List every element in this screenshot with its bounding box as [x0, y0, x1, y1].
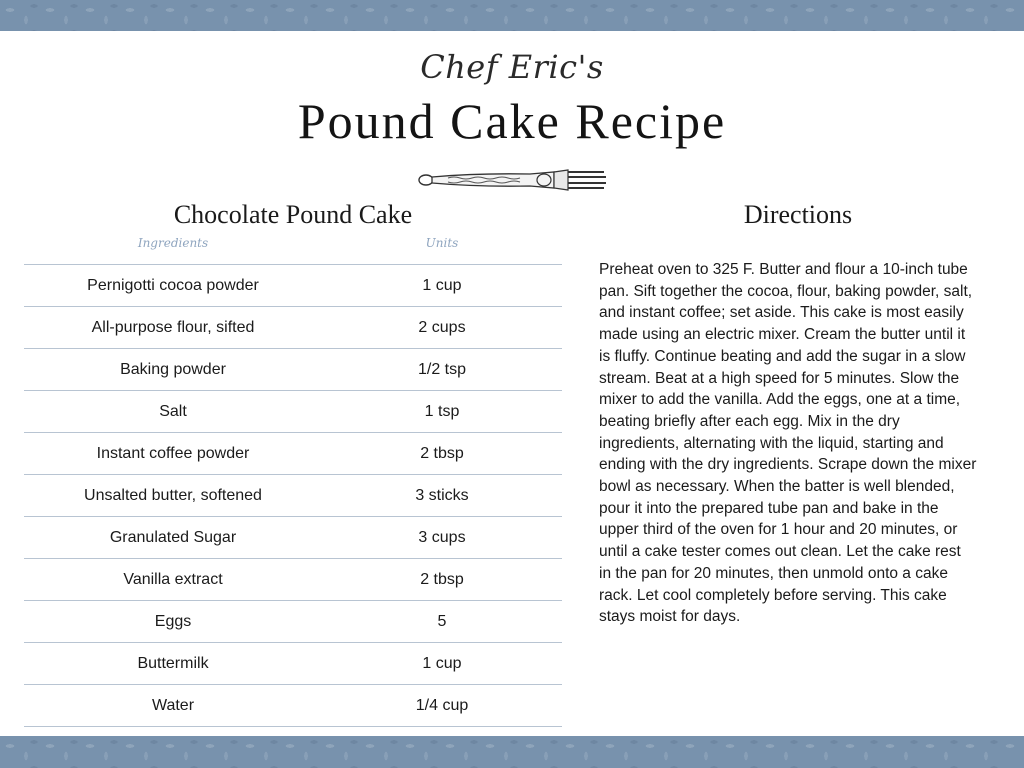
ingredient-unit: 1 tsp: [424, 402, 460, 420]
table-row: [24, 643, 562, 685]
ingredients-heading: Chocolate Pound Cake: [173, 200, 413, 229]
ingredient-name: Vanilla extract: [123, 570, 223, 588]
ingredient-unit: 1/2 tsp: [417, 360, 467, 378]
ingredient-unit: 2 cups: [418, 318, 466, 336]
page-title: Pound Cake Recipe: [297, 93, 727, 149]
ingredient-name: Instant coffee powder: [96, 444, 250, 462]
directions-text: Preheat oven to 325 F. Butter and flour a 10-inch tube pan. Sift together the cocoa, flour, baking powder, salt, and instant coffee; set aside. This cake is most easily made using an electric mixer. Cream the butter until it is fluffy. Continue beating and add the sugar in a slow stream. Beat at a high speed for 5 minutes. Slow the mixer to add the vanilla. Add the eggs, one at a time, beating briefly after each egg. Mix in the dry ingredients, alternating with the liquid, starting and ending with the dry ingredients. Scrape down the mixer bowl as necessary. When the batter is well blended, pour it into the prepared tube pan and bake in the upper third of the oven for 1 hour and 20 minutes, or until a cake tester comes out clean. Let the cake rest in the pan for 20 minutes, then unmold onto a cake rack. Let cool completely before serving. This cake stays moist for days.: [599, 261, 977, 626]
bottom-decorative-band: [0, 736, 1024, 768]
chef-name: Chef Eric's: [420, 48, 604, 86]
ingredient-name: Buttermilk: [137, 654, 209, 672]
ingredient-unit: 1/4 cup: [415, 696, 469, 714]
top-decorative-band: [0, 0, 1024, 31]
ingredient-name: Unsalted butter, softened: [84, 486, 262, 504]
ingredient-unit: 3 sticks: [415, 486, 469, 504]
ingredient-name: Water: [151, 696, 195, 714]
ingredient-unit: 3 cups: [418, 528, 466, 546]
table-row: [24, 475, 562, 517]
ingredients-column-header: Ingredients: [137, 236, 209, 250]
table-row: [24, 349, 562, 391]
table-row: [24, 265, 562, 307]
ingredient-name: Salt: [159, 402, 187, 420]
ingredient-name: All-purpose flour, sifted: [91, 318, 255, 336]
table-row: [24, 559, 562, 601]
ingredient-name: Pernigotti cocoa powder: [87, 276, 259, 294]
ingredient-unit: 1 cup: [422, 654, 462, 672]
ingredient-unit: 1 cup: [422, 276, 462, 294]
fork-icon: [418, 164, 608, 192]
table-row: [24, 517, 562, 559]
table-row: [24, 433, 562, 475]
ingredient-name: Baking powder: [120, 360, 226, 378]
table-row: [24, 601, 562, 643]
table-row: [24, 685, 562, 727]
ingredient-unit: 2 tbsp: [420, 570, 464, 588]
ingredient-unit: 2 tbsp: [420, 444, 464, 462]
directions-heading: Directions: [743, 200, 853, 229]
units-column-header: Units: [425, 236, 459, 250]
ingredient-name: Granulated Sugar: [109, 528, 237, 546]
table-row: [24, 391, 562, 433]
ingredients-table: [24, 264, 562, 727]
ingredient-unit: 5: [437, 612, 447, 630]
ingredient-name: Eggs: [154, 612, 192, 630]
table-row: [24, 307, 562, 349]
